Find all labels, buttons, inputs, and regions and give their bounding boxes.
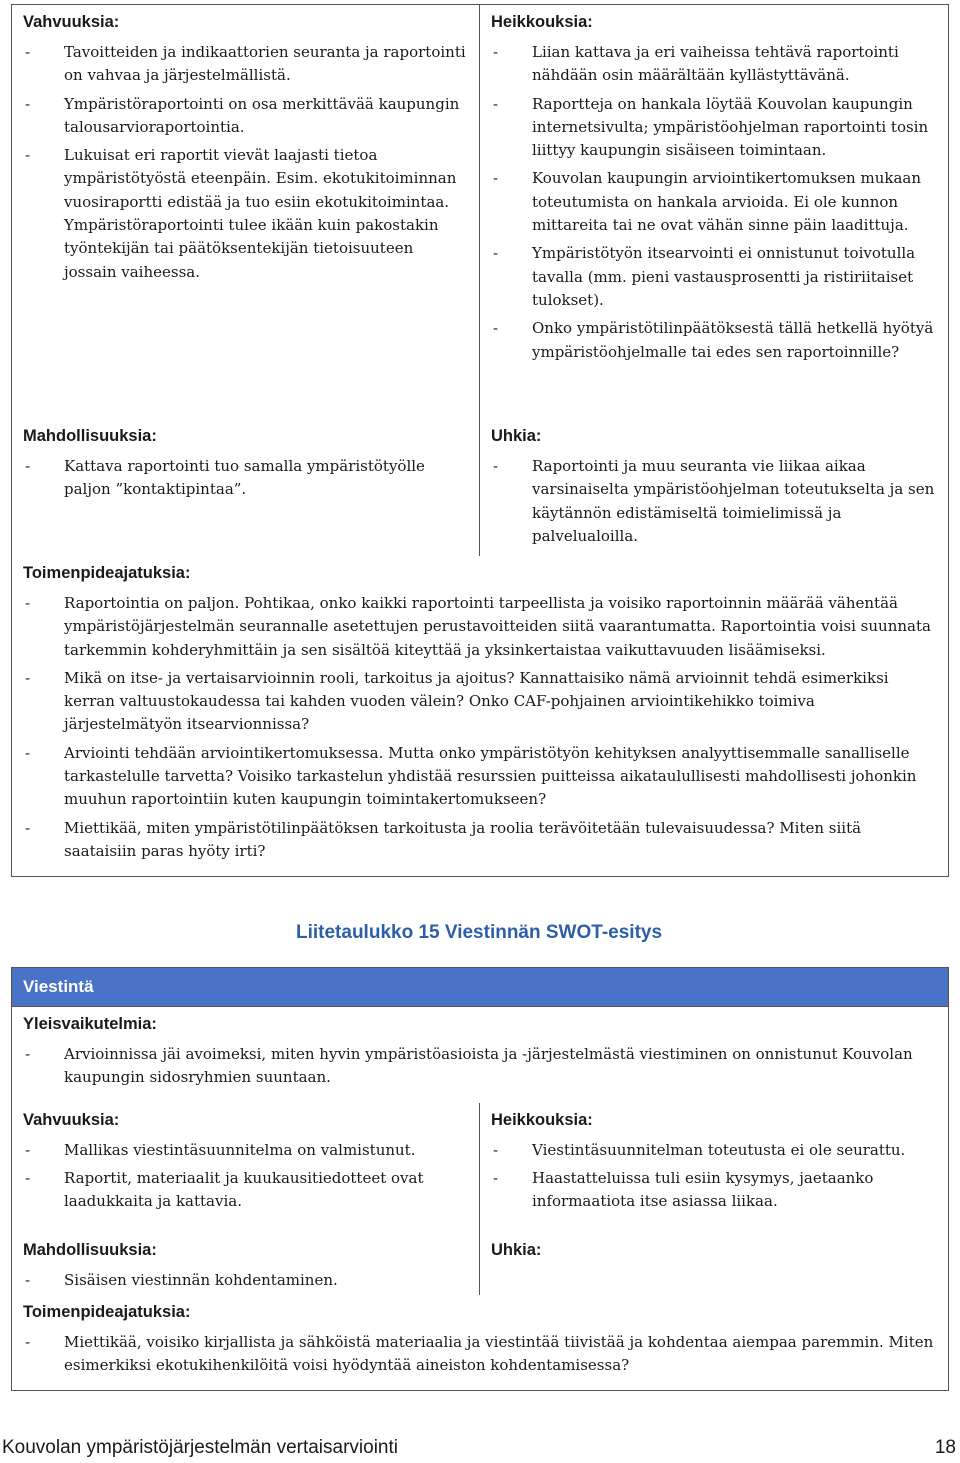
list-item: - Kattava raportointi tuo samalla ympäristötyölle paljon ”kontaktipintaa”. [23, 455, 468, 502]
actions-cell-2 [12, 1295, 948, 1391]
actions-cell [12, 556, 948, 876]
strengths-cell-2 [12, 1103, 480, 1233]
list-item: - Haastatteluissa tuli esiin kysymys, jaetaanko informaatiota itse asiassa liikaa. [491, 1167, 937, 1214]
weaknesses-heading: Heikkouksia: [491, 13, 593, 31]
list-item: - Ympäristöraportointi on osa merkittävää kaupungin talousarvioraportointia. [23, 93, 468, 140]
weaknesses-cell [480, 5, 948, 419]
list-item: - Raportit, materiaalit ja kuukausitiedotteet ovat laadukkaita ja kattavia. [23, 1167, 468, 1214]
threats-list [491, 455, 937, 548]
swot-table-communication [11, 967, 949, 1391]
opportunities-list [23, 455, 468, 502]
strengths-cell [12, 5, 480, 419]
opportunities-heading: Mahdollisuuksia: [23, 427, 157, 445]
list-item: - Miettikää, miten ympäristötilinpäätöksen tarkoitusta ja roolia terävöitetään tulevaisuudessa? Miten siitä saataisiin paras hyöty irti? [23, 817, 937, 864]
list-item: - Tavoitteiden ja indikaattorien seuranta ja raportointi on vahvaa ja järjestelmällistä. [23, 41, 468, 88]
strengths-list-2 [23, 1139, 468, 1214]
list-item: - Raportteja on hankala löytää Kouvolan kaupungin internetsivulta; ympäristöohjelman raportointi tosin liittyy kaupungin sisäiseen toimintaan. [491, 93, 937, 163]
threats-heading-2: Uhkia: [491, 1240, 542, 1259]
swot-table-reporting [11, 4, 949, 877]
overall-heading: Yleisvaikutelmia: [23, 1015, 157, 1033]
list-item: - Raportointi ja muu seuranta vie liikaa aikaa varsinaiselta ympäristöohjelman toteutukselta ja sen käytännön edistämiseltä toimielimissä ja palvelualoilla. [491, 455, 937, 548]
page-number: 18 [934, 1437, 956, 1458]
list-item: - Raportointia on paljon. Pohtikaa, onko kaikki raportointi tarpeellista ja voisiko raportoinnin määrää vähentää ympäristöjärjestelmän seurannalle asetettujen perustavoitteiden siitä vaarantumatta. Raportointia voisi suunnata tarkemmin kohderyhmittäin ja sen sisältöä kiteyttää ja yksinkertaistaa vaikuttavuuden lisäämiseksi. [23, 592, 937, 662]
opportunities-cell [12, 419, 480, 556]
strengths-heading-2: Vahvuuksia: [23, 1110, 120, 1129]
list-item: - Lukuisat eri raportit vievät laajasti tietoa ympäristötyöstä eteenpäin. Esim. ekotukitoiminnan vuosiraportti edistää ja tuo esiin ekotukitoimintaa. Ympäristöraportointi tulee ikään kuin pakostakin työntekijän tai päätöksentekijän tietoisuuteen jossain vaiheessa. [23, 144, 468, 284]
opportunities-heading-2: Mahdollisuuksia: [23, 1240, 157, 1259]
threats-heading: Uhkia: [491, 427, 542, 445]
actions-list [23, 592, 937, 863]
opportunities-cell-2 [12, 1233, 480, 1295]
list-item: - Arvioinnissa jäi avoimeksi, miten hyvin ympäristöasioista ja -järjestelmästä viestiminen on onnistunut Kouvolan kaupungin sidosryhmien suuntaan. [23, 1043, 937, 1090]
list-item: - Onko ympäristötilinpäätöksestä tällä hetkellä hyötyä ympäristöohjelmalle tai edes sen raportoinnille? [491, 317, 937, 364]
list-item: - Miettikää, voisiko kirjallista ja sähköistä materiaalia ja viestintää tiivistää ja kohdentaa aiempaa paremmin. Miten esimerkiksi ekotukihenkilöitä voisi hyödyntää aineiston kohdentamisessa? [23, 1331, 937, 1378]
footer-title: Kouvolan ympäristöjärjestelmän vertaisarviointi [2, 1437, 399, 1458]
list-item: - Mallikas viestintäsuunnitelma on valmistunut. [23, 1139, 468, 1162]
strengths-list [23, 41, 468, 284]
page-footer [0, 1437, 960, 1463]
actions-heading-2: Toimenpideajatuksia: [23, 1302, 191, 1321]
overall-list [23, 1043, 937, 1090]
list-item: - Arviointi tehdään arviointikertomuksessa. Mutta onko ympäristötyön kehityksen analyyttisemmalle sanalliselle tarkastelulle tarvetta? Voisiko tarkastelun yhdistää resurssien puitteissa aikataulullisesti mahdollisesti johonkin muuhun raportointiin kuten kaupungin toimintakertomukseen? [23, 742, 937, 812]
actions-heading: Toimenpideajatuksia: [23, 564, 191, 582]
threats-cell-2 [480, 1233, 948, 1295]
section-title-bar: Viestintä [12, 968, 948, 1007]
threats-cell [480, 419, 948, 556]
weaknesses-list-2 [491, 1139, 937, 1214]
list-item: - Mikä on itse- ja vertaisarvioinnin rooli, tarkoitus ja ajoitus? Kannattaisiko nämä arvioinnit tehdä esimerkiksi kerran valtuustokaudessa tai kahden vuoden välein? Onko CAF-pohjainen arviointikehikko toimiva järjestelmätyön itsearvionnissa? [23, 667, 937, 737]
list-item: - Liian kattava ja eri vaiheissa tehtävä raportointi nähdään osin määrältään kyllästyttävänä. [491, 41, 937, 88]
weaknesses-heading-2: Heikkouksia: [491, 1110, 593, 1129]
list-item: - Sisäisen viestinnän kohdentaminen. [23, 1269, 468, 1292]
list-item: - Ympäristötyön itsearvointi ei onnistunut toivotulla tavalla (mm. pieni vastausprosentti ja ristiriitaiset tulokset). [491, 242, 937, 312]
list-item: - Kouvolan kaupungin arviointikertomuksen mukaan toteutumista on hankala arvioida. Ei ole kunnon mittareita tai ne ovat vähän sinne päin laadittuja. [491, 167, 937, 237]
overall-cell [12, 1007, 948, 1103]
table-caption: Liitetaulukko 15 Viestinnän SWOT-esitys [296, 922, 663, 943]
weaknesses-cell-2 [480, 1103, 948, 1233]
actions-list-2 [23, 1331, 937, 1378]
opportunities-list-2 [23, 1269, 468, 1292]
strengths-heading: Vahvuuksia: [23, 13, 120, 31]
weaknesses-list [491, 41, 937, 364]
list-item: - Viestintäsuunnitelman toteutusta ei ole seurattu. [491, 1139, 937, 1162]
